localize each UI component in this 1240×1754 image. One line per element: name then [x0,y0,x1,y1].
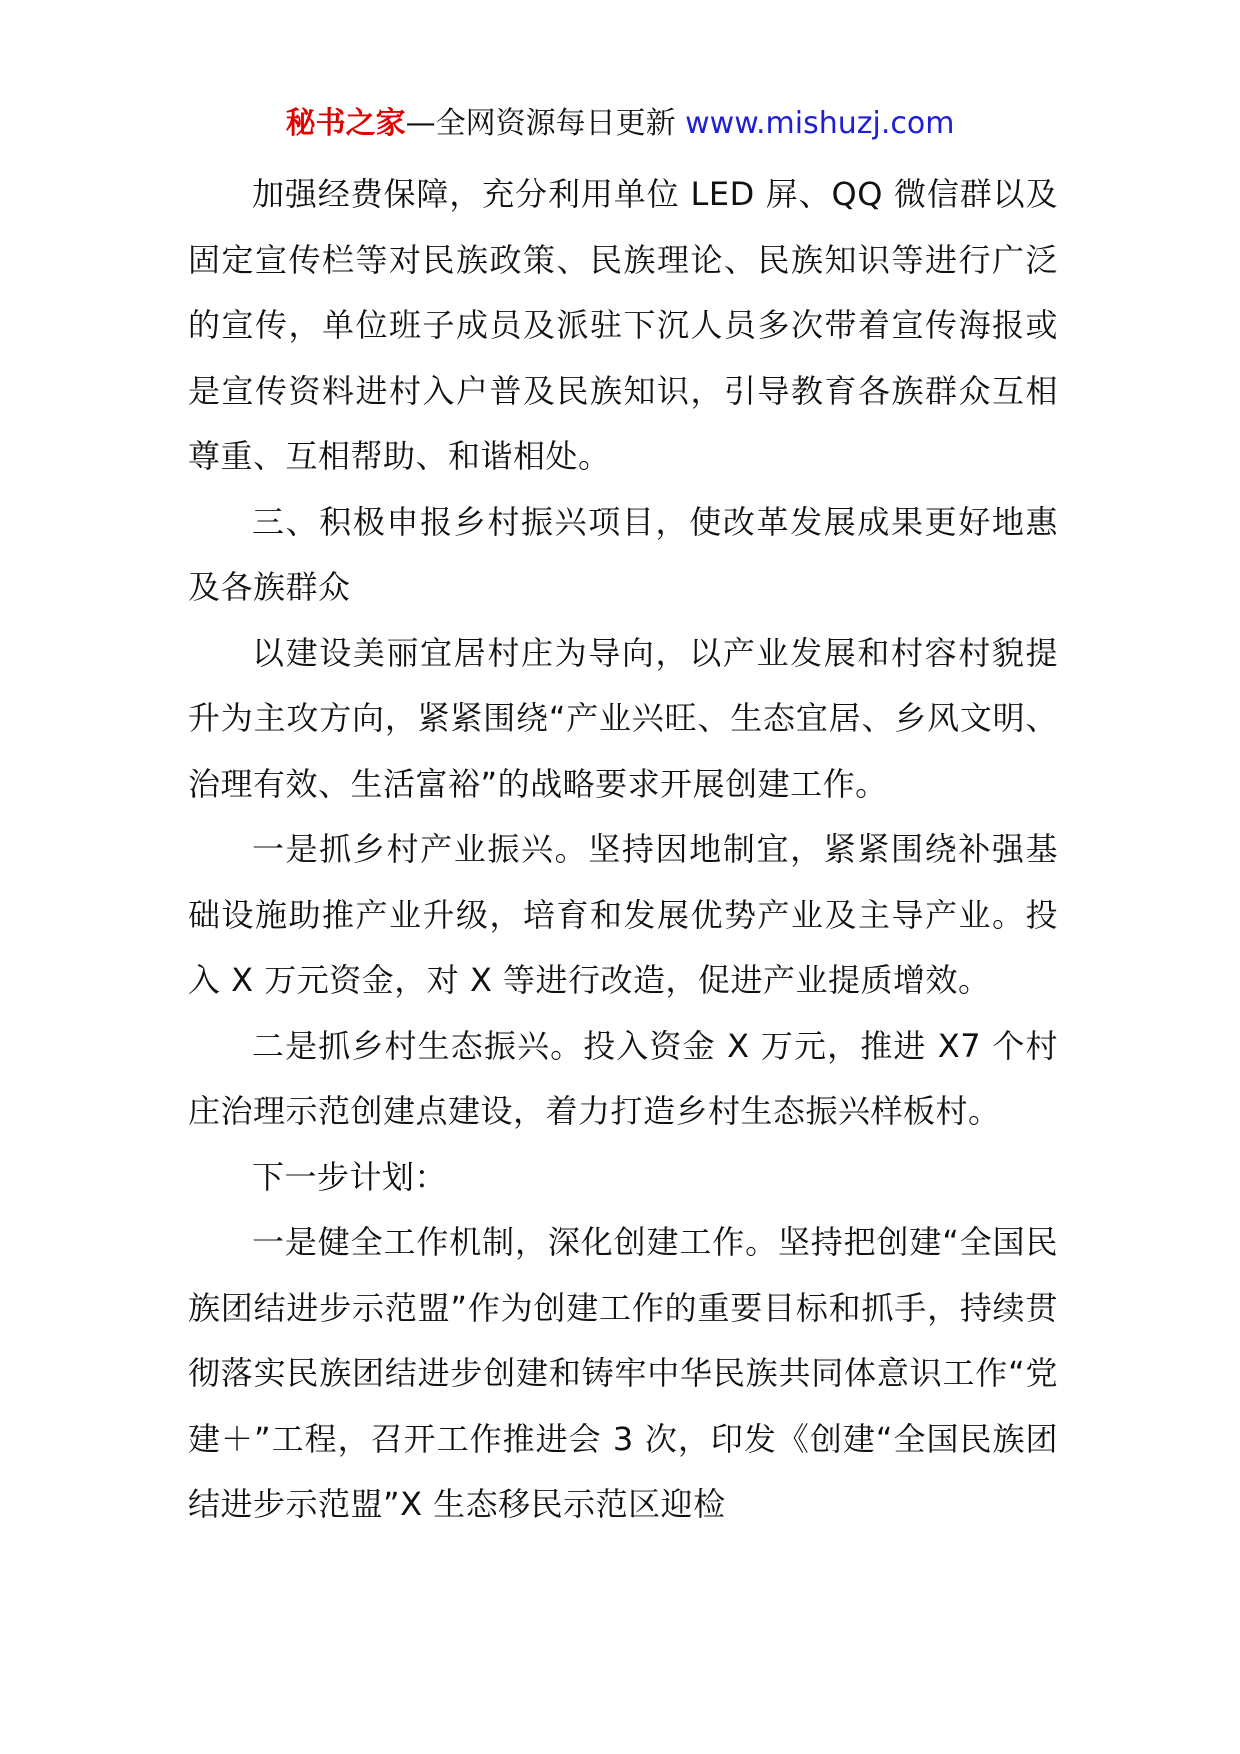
header-brand: 秘书之家 [285,106,406,141]
paragraph: 加强经费保障，充分利用单位 LED 屏、QQ 微信群以及固定宣传栏等对民族政策、民族理论、民族知识等进行广泛的宣传，单位班子成员及派驻下沉人员多次带着宣传海报或是宣传资料进村入户普及民族知识，引导教育各族群众互相尊重、互相帮助、和谐相处。 [188,175,1058,475]
page-header [0,104,1240,144]
paragraph: 一是健全工作机制，深化创建工作。坚持把创建“全国民族团结进步示范盟”作为创建工作的重要目标和抓手，持续贯彻落实民族团结进步创建和铸牢中华民族共同体意识工作“党建＋”工程，召开工作推进会 3 次，印发《创建“全国民族团结进步示范盟”X 生态移民示范区迎检 [188,1223,1058,1523]
paragraph: 下一步计划： [252,1157,448,1196]
paragraph: 以建设美丽宜居村庄为导向，以产业发展和村容村貌提升为主攻方向，紧紧围绕“产业兴旺、生态宜居、乡风文明、治理有效、生活富裕”的战略要求开展创建工作。 [188,633,1058,803]
header-url-link[interactable]: www.mishuzj.com [685,106,955,141]
paragraph: 一是抓乡村产业振兴。坚持因地制宜，紧紧围绕补强基础设施助推产业升级，培育和发展优势产业及主导产业。投入 X 万元资金，对 X 等进行改造，促进产业提质增效。 [188,830,1058,999]
header-tagline: —全网资源每日更新 [405,106,686,141]
paragraph: 二是抓乡村生态振兴。投入资金 X 万元，推进 X7 个村庄治理示范创建点建设，着力打造乡村生态振兴样板村。 [188,1026,1058,1130]
document-body [188,162,1058,1538]
section-heading: 三、积极申报乡村振兴项目，使改革发展成果更好地惠及各族群众 [188,502,1058,606]
